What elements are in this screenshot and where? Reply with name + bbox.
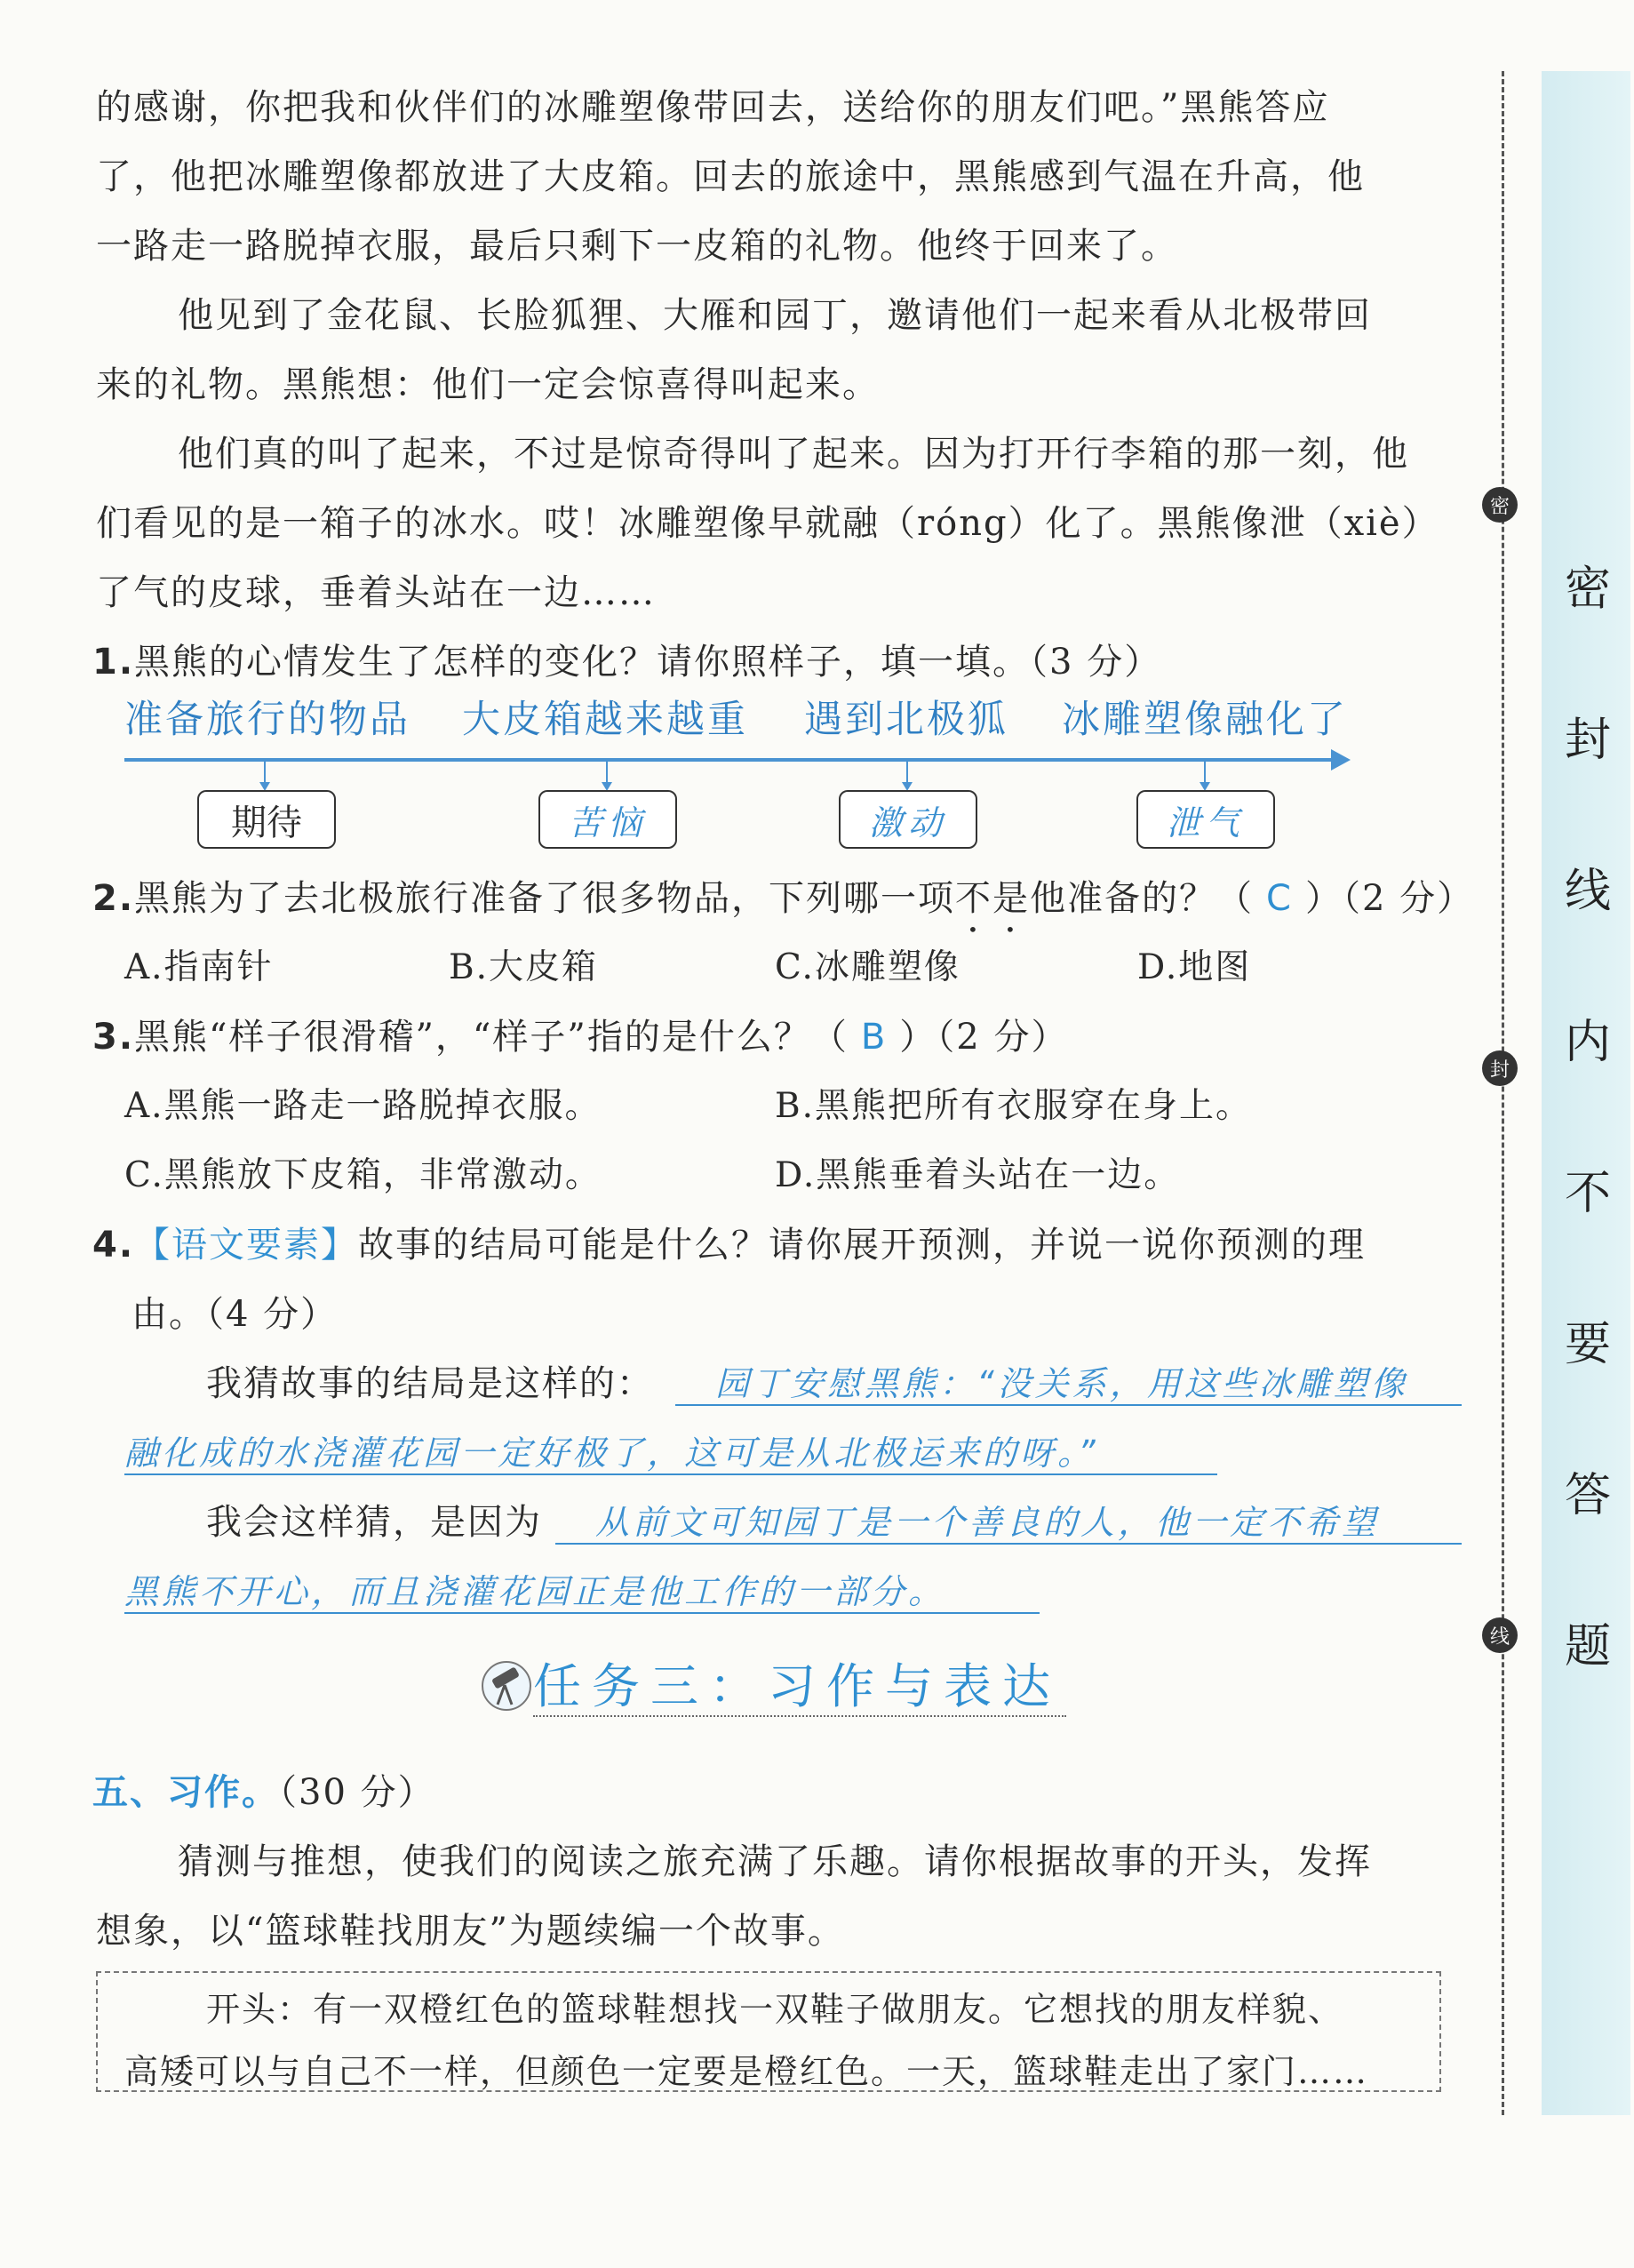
answer-line	[124, 1612, 1040, 1614]
question-text: 他准备的？（	[1030, 878, 1255, 919]
mood-answer: 苦恼	[568, 803, 647, 843]
mood-answer-box[interactable]	[1136, 790, 1275, 849]
question-4	[92, 1210, 1366, 1280]
binding-char: 线	[1564, 865, 1611, 918]
reason-answer[interactable]: 黑熊不开心，而且浇灌花园正是他工作的一部分。	[124, 1572, 946, 1611]
binding-char: 题	[1564, 1620, 1611, 1673]
passage-line: 他们真的叫了起来，不过是惊奇得叫了起来。因为打开行李箱的那一刻，他	[178, 434, 1409, 475]
question-score: ）（2 分）	[1304, 878, 1475, 919]
question-score: （30 分）	[279, 1772, 435, 1813]
binding-char: 要	[1564, 1318, 1611, 1371]
guess-answer[interactable]: 园丁安慰黑熊：“没关系，用这些冰雕塑像	[715, 1364, 1408, 1403]
skill-tag: 【语文要素】	[134, 1225, 359, 1266]
option[interactable]: C.冰雕塑像	[775, 947, 960, 987]
passage-line: 的感谢，你把我和伙伴们的冰雕塑像带回去，送给你的朋友们吧。”黑熊答应	[96, 87, 1330, 128]
event-label: 冰雕塑像融化了	[1062, 698, 1348, 742]
mood-example: 期待	[231, 802, 302, 843]
passage-line: 们看见的是一箱子的冰水。哎！冰雕塑像早就融（róng）化了。黑熊像泄（xiè）	[96, 503, 1439, 544]
story-start-line: 开头：有一双橙红色的篮球鞋想找一双鞋子做朋友。它想找的朋友样貌、	[206, 1990, 1344, 2029]
question-text-cont: 由。（4 分）	[132, 1294, 339, 1335]
question-number: 4.	[92, 1225, 135, 1266]
answer-line	[675, 1404, 1462, 1406]
seal-mark: 线	[1482, 1617, 1518, 1653]
emphasis-text: 不是	[955, 878, 1031, 919]
seal-mark: 封	[1482, 1050, 1518, 1086]
guess-label: 我猜故事的结局是这样的：	[206, 1363, 654, 1404]
question-number: 2.	[92, 878, 135, 919]
question-number: 1.	[92, 642, 135, 683]
mood-example-box	[197, 790, 336, 849]
question-2	[92, 864, 1474, 940]
passage-line: 他见到了金花鼠、长脸狐狸、大雁和园丁，邀请他们一起来看从北极带回	[178, 295, 1372, 336]
mood-answer-box[interactable]	[538, 790, 677, 849]
event-label: 遇到北极狐	[804, 698, 1008, 742]
binding-char: 密	[1564, 563, 1611, 616]
question-text: 黑熊为了去北极旅行准备了很多物品，下列哪一项	[134, 878, 956, 919]
question-number: 3.	[92, 1017, 135, 1058]
passage-line: 来的礼物。黑熊想：他们一定会惊喜得叫起来。	[96, 364, 880, 405]
option[interactable]: A.黑熊一路走一路脱掉衣服。	[124, 1086, 602, 1126]
story-start-line: 高矮可以与自己不一样，但颜色一定要是橙红色。一天，篮球鞋走出了家门……	[124, 2052, 1369, 2091]
mood-answer: 泄气	[1166, 803, 1245, 843]
option[interactable]: B.黑熊把所有衣服穿在身上。	[775, 1086, 1253, 1126]
question-heading: 五、习作。	[92, 1772, 279, 1813]
mood-answer: 激动	[868, 803, 947, 843]
option[interactable]: C.黑熊放下皮箱，非常激动。	[124, 1155, 602, 1195]
answer-choice[interactable]: B	[860, 1017, 888, 1058]
event-label: 大皮箱越来越重	[462, 698, 748, 742]
section-title: 任务三：习作与表达	[533, 1658, 1061, 1714]
passage-line: 了气的皮球，垂着头站在一边……	[96, 572, 656, 613]
section-underline	[533, 1715, 1066, 1717]
event-label: 准备旅行的物品	[124, 698, 410, 742]
answer-line	[555, 1543, 1462, 1545]
answer-choice[interactable]: C	[1266, 878, 1293, 919]
passage-line: 一路走一路脱掉衣服，最后只剩下一皮箱的礼物。他终于回来了。	[96, 226, 1178, 267]
reason-label: 我会这样猜，是因为	[206, 1502, 542, 1543]
option[interactable]: D.地图	[1137, 947, 1252, 987]
binding-char: 内	[1564, 1016, 1611, 1069]
telescope-icon	[480, 1655, 533, 1717]
option[interactable]: B.大皮箱	[449, 947, 599, 987]
question-5	[92, 1758, 435, 1827]
question-text: 故事的结局可能是什么？请你展开预测，并说一说你预测的理	[358, 1225, 1367, 1266]
guess-answer[interactable]: 融化成的水浇灌花园一定好极了，这可是从北极运来的呀。”	[124, 1433, 1099, 1473]
mood-answer-box[interactable]	[839, 790, 977, 849]
binding-char: 封	[1564, 714, 1611, 767]
question-score: ）（2 分）	[899, 1017, 1069, 1058]
answer-line	[124, 1473, 1217, 1475]
option[interactable]: A.指南针	[124, 947, 274, 987]
prompt-line: 想象，以“篮球鞋找朋友”为题续编一个故事。	[96, 1911, 845, 1952]
question-text: 黑熊“样子很滑稽”，“样子”指的是什么？（	[134, 1017, 849, 1058]
prompt-line: 猜测与推想，使我们的阅读之旅充满了乐趣。请你根据故事的开头，发挥	[178, 1841, 1372, 1882]
question-3	[92, 1002, 1068, 1072]
reason-answer[interactable]: 从前文可知园丁是一个善良的人，他一定不希望	[595, 1503, 1380, 1542]
passage-line: 了，他把冰雕塑像都放进了大皮箱。回去的旅途中，黑熊感到气温在升高，他	[96, 156, 1365, 197]
seal-mark: 密	[1482, 487, 1518, 523]
option[interactable]: D.黑熊垂着头站在一边。	[775, 1155, 1181, 1195]
question-text: 黑熊的心情发生了怎样的变化？请你照样子，填一填。（3 分）	[134, 642, 1162, 683]
binding-strip	[1542, 71, 1630, 2115]
binding-char: 不	[1564, 1167, 1611, 1220]
binding-dash-line	[1502, 71, 1504, 2115]
binding-char: 答	[1564, 1469, 1611, 1522]
